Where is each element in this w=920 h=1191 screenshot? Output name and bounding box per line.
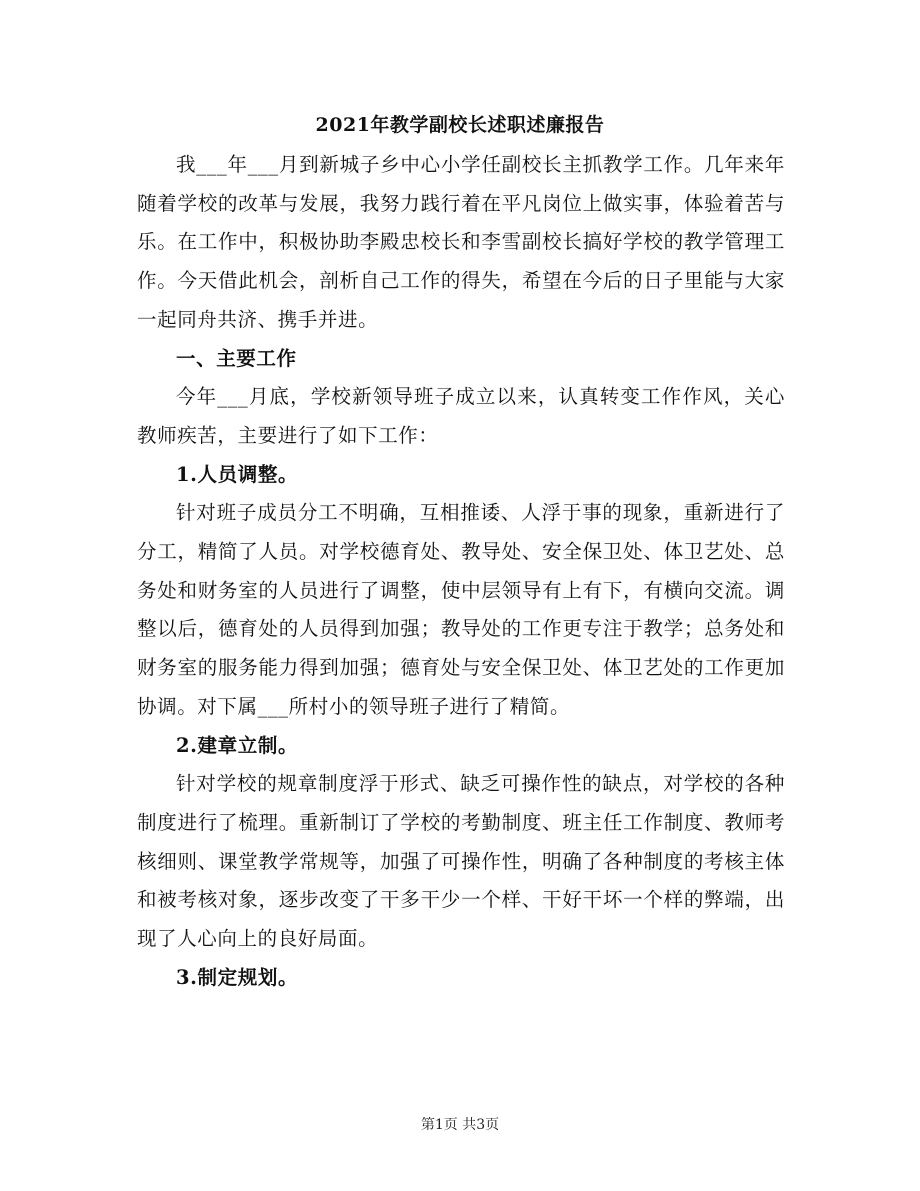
intro-paragraph: 我___年___月到新城子乡中心小学任副校长主抓教学工作。几年来年随着学校的改革与发展，我努力践行着在平凡岗位上做实事，体验着苦与乐。在工作中，积极协助李殿忠校长和李雪副校长搞好学校的教学管理工作。今天借此机会，剖析自己工作的得失，希望在今后的日子里能与大家一起同舟共济、携手并进。 bbox=[137, 153, 785, 331]
main-work-paragraph: 今年___月底，学校新领导班子成立以来，认真转变工作作风，关心教师疾苦，主要进行了如下工作： bbox=[137, 385, 785, 447]
page-number: 第1页 共3页 bbox=[420, 1117, 500, 1133]
subheading-rules: 2.建章立制。 bbox=[176, 733, 299, 757]
staff-adjustment-paragraph: 针对班子成员分工不明确，互相推诿、人浮于事的现象，重新进行了分工，精简了人员。对学校德育处、教导处、安全保卫处、体卫艺处、总务处和财务室的人员进行了调整，使中层领导有上有下，有横向交流。调整以后，德育处的人员得到加强；教导处的工作更专注于教学；总务处和财务室的服务能力得到加强；德育处与安全保卫处、体卫艺处的工作更加协调。对下属___所村小的领导班子进行了精简。 bbox=[137, 501, 785, 718]
document-body bbox=[137, 146, 785, 997]
subheading-planning: 3.制定规划。 bbox=[176, 965, 299, 989]
rules-paragraph: 针对学校的规章制度浮于形式、缺乏可操作性的缺点，对学校的各种制度进行了梳理。重新制订了学校的考勤制度、班主任工作制度、教师考核细则、课堂教学常规等，加强了可操作性，明确了各种制度的考核主体和被考核对象，逐步改变了干多干少一个样、干好干坏一个样的弊端，出现了人心向上的良好局面。 bbox=[137, 772, 785, 951]
document-title: 2021年教学副校长述职述廉报告 bbox=[315, 114, 605, 136]
section-heading-main-work: 一、主要工作 bbox=[176, 346, 297, 370]
subheading-staff-adjustment: 1.人员调整。 bbox=[176, 462, 299, 486]
